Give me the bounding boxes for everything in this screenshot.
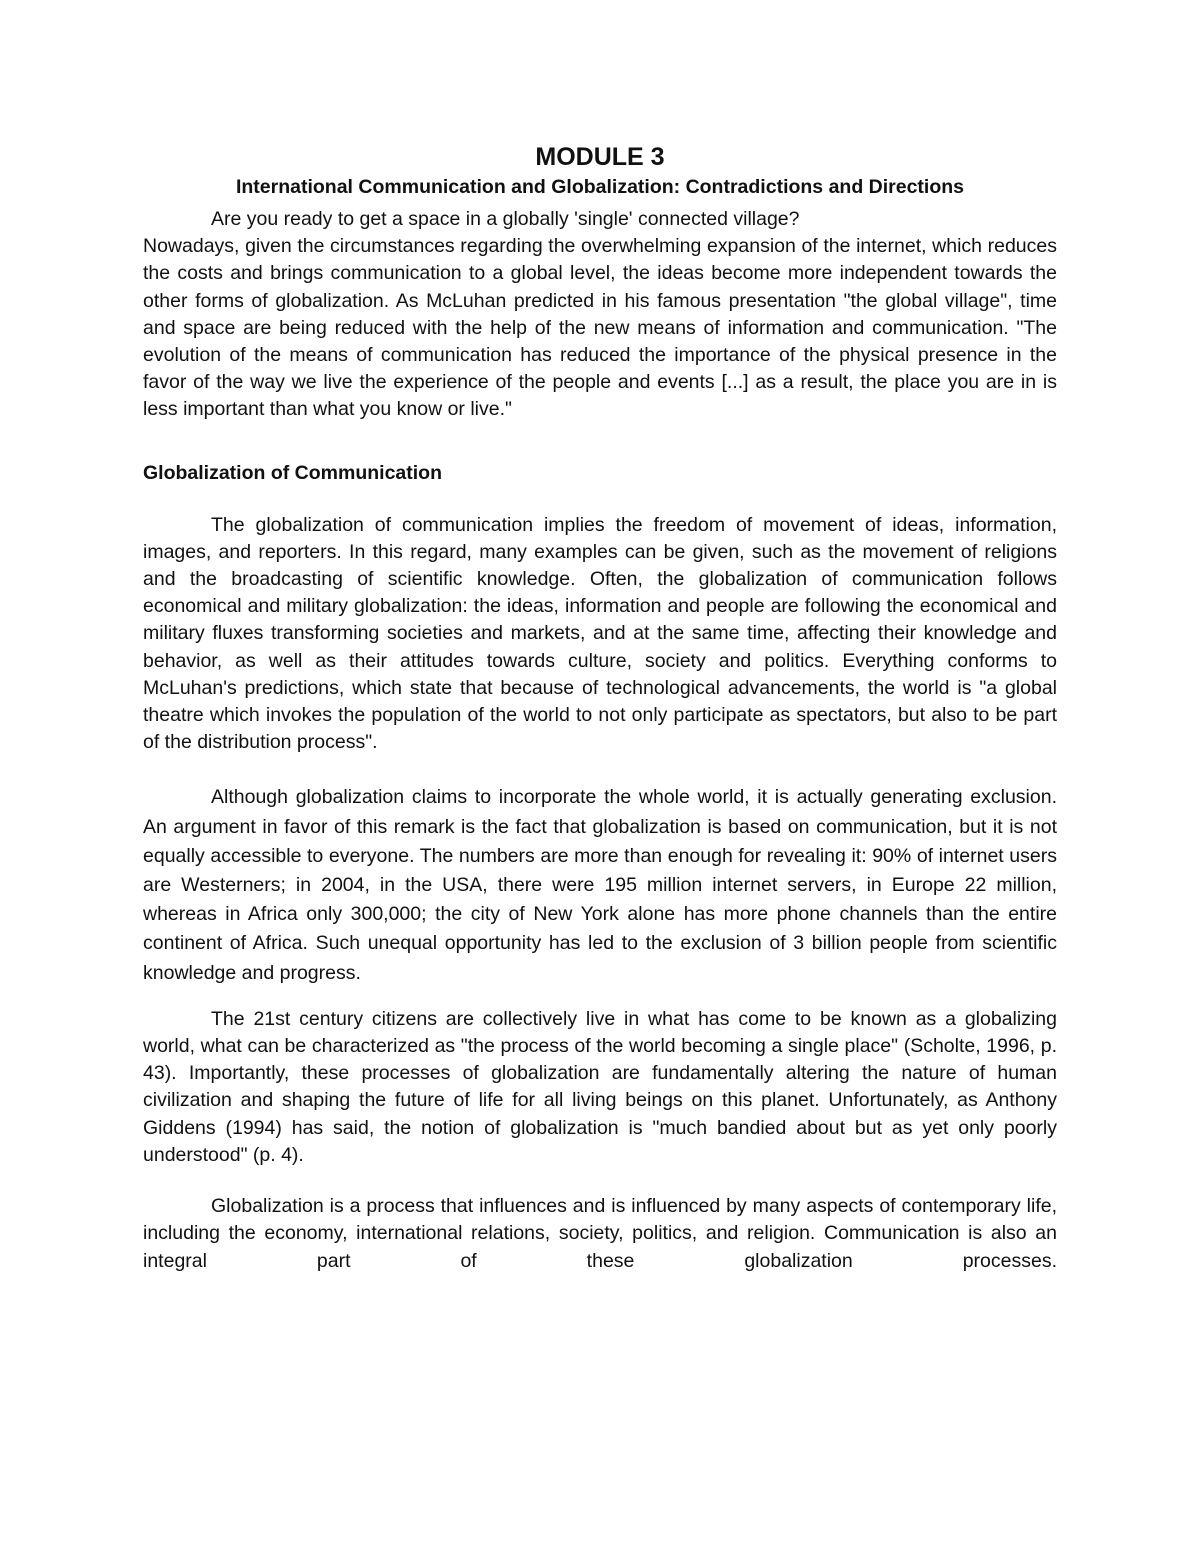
intro-question: Are you ready to get a space in a globally 'single' connected village?: [211, 208, 800, 230]
body-paragraph-3: The 21st century citizens are collectively live in what has come to be known as a globalizing world, what can be characterized as "the process of the world becoming a single place" (Scholte, 1996, p. 43). Importantly, these processes of globalization are fundamentally altering the nature of human civilization and shaping the future of life for all living beings on this planet. Unfortunately, as Anthony Giddens (1994) has said, the notion of globalization is "much bandied about but as yet only poorly understood" (p. 4).: [143, 1007, 1057, 1166]
document-page: [143, 142, 1057, 1275]
body-paragraph-2: Although globalization claims to incorporate the whole world, it is actually generating exclusion. An argument in favor of this remark is the fact that globalization is based on communication, but it is not equally accessible to everyone. The numbers are more than enough for revealing it: 90% of internet users are Westerners; in 2004, in the USA, there were 195 million internet servers, in Europe 22 million, whereas in Africa only 300,000; the city of New York alone has more phone channels than the entire continent of Africa. Such unequal opportunity has led to the exclusion of 3 billion people from scientific knowledge and progress.: [143, 786, 1057, 984]
body-paragraph-1: The globalization of communication implies the freedom of movement of ideas, information, images, and reporters. In this regard, many examples can be given, such as the movement of religions and the broadcasting of scientific knowledge. Often, the globalization of communication follows economical and military globalization: the ideas, information and people are following the economical and military fluxes transforming societies and markets, and at the same time, affecting their knowledge and behavior, as well as their attitudes towards culture, society and politics. Everything conforms to McLuhan's predictions, which state that because of technological advancements, the world is "a global theatre which invokes the population of the world to not only participate as spectators, but also to be part of the distribution process".: [143, 513, 1057, 754]
page-title: MODULE 3: [535, 143, 665, 171]
intro-paragraph: Nowadays, given the circumstances regarding the overwhelming expansion of the internet, which reduces the costs and brings communication to a global level, the ideas become more independent towards the other forms of globalization. As McLuhan predicted in his famous presentation "the global village", time and space are being reduced with the help of the new means of information and communication. "The evolution of the means of communication has reduced the importance of the physical presence in the favor of the way we live the experience of the people and events [...] as a result, the place you are in is less important than what you know or live.": [143, 235, 1057, 421]
body-paragraph-4: Globalization is a process that influences and is influenced by many aspects of contemporary life, including the economy, international relations, society, politics, and religion. Communication is also an integral part of these globalization processes.: [143, 1195, 1057, 1272]
section-heading: Globalization of Communication: [143, 461, 442, 484]
page-subtitle: International Communication and Globalization: Contradictions and Directions: [235, 176, 965, 198]
